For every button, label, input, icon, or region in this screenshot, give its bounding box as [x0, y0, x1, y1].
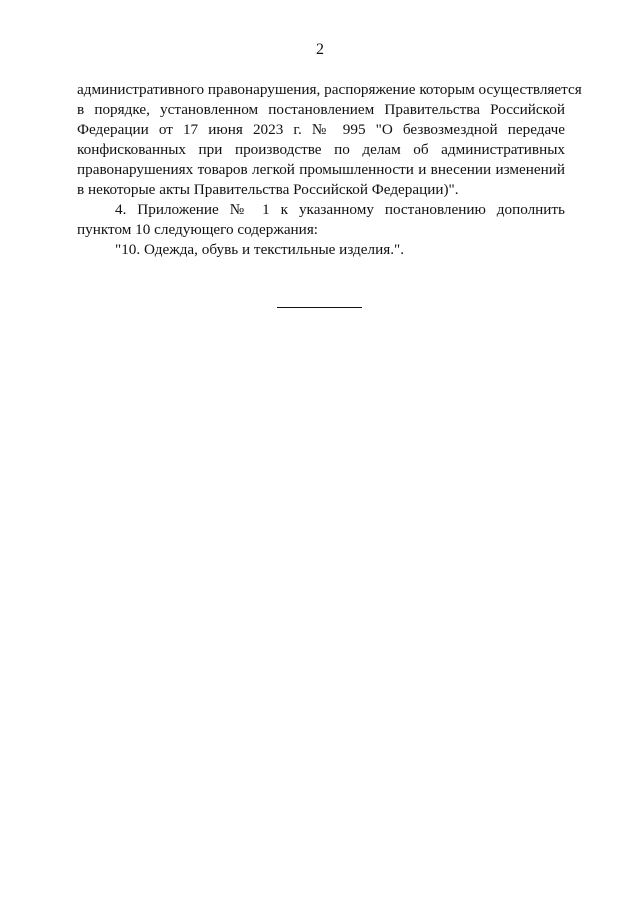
page-number: 2	[316, 41, 324, 58]
paragraph-4-first-line: 4. Приложение № 1 к указанному постановлению дополнить	[115, 201, 565, 218]
quoted-item-10: "10. Одежда, обувь и текстильные изделия.".	[115, 241, 404, 258]
end-of-document-rule	[277, 307, 362, 308]
text-line: конфискованных при производстве по делам об административных	[77, 141, 565, 158]
text-line: в порядке, установленном постановлением Правительства Российской	[77, 101, 565, 118]
text-line: правонарушениях товаров легкой промышленности и внесении изменений	[77, 161, 565, 178]
text-line: в некоторые акты Правительства Российской Федерации)".	[77, 181, 459, 198]
text-line: Федерации от 17 июня 2023 г. № 995 "О безвозмездной передаче	[77, 121, 565, 138]
text-line: пунктом 10 следующего содержания:	[77, 221, 319, 238]
text-line: административного правонарушения, распоряжение которым осуществляется	[77, 81, 582, 98]
document-body	[77, 80, 582, 260]
